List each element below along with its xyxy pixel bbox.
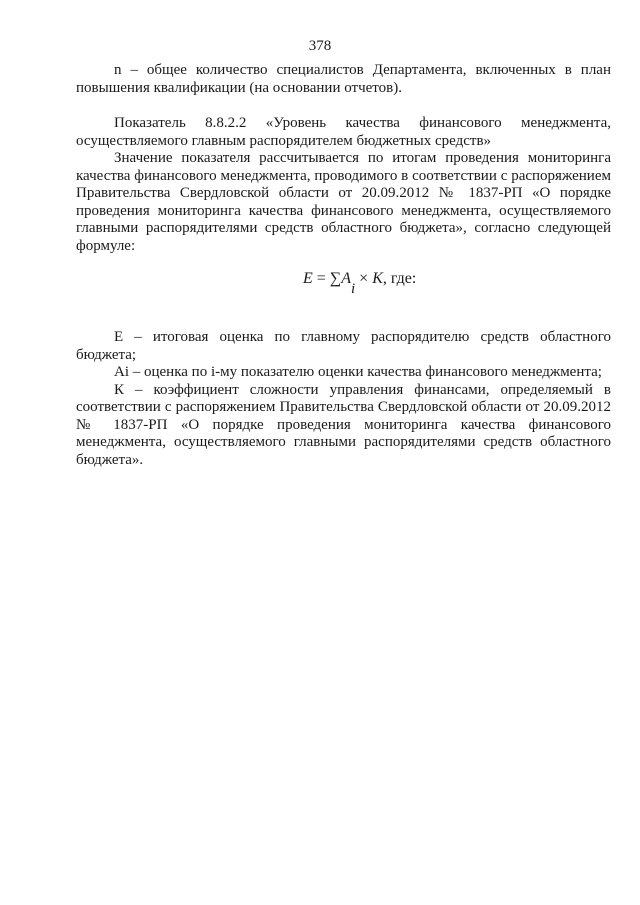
formula-lhs: E — [303, 270, 313, 287]
paragraph-spacer — [76, 97, 611, 115]
paragraph-indicator-title: Показатель 8.8.2.2 «Уровень качества финансового менеджмента, осуществляемого главным распорядителем бюджетных средств» — [76, 115, 611, 149]
formula-tail: , где: — [382, 270, 417, 287]
formula-times: × — [355, 270, 373, 287]
paragraph-indicator-text: Значение показателя рассчитывается по итогам проведения мониторинга качества финансового менеджмента, проводимого в соответствии с распоряжением Правительства Свердловской области от 20.09.2012 № 1837-РП «О порядке проведения мониторинга качества финансового менеджмента, осуществляемого главными распорядителями средств областного бюджета», согласно следующей формуле: — [76, 150, 611, 254]
formula-k: K — [372, 270, 383, 287]
paragraph-n-definition: n – общее количество специалистов Департамента, включенных в план повышения квалификации (на основании отчетов). — [76, 62, 611, 96]
formula-equals: = — [312, 270, 330, 287]
paragraph-k-definition: К – коэффициент сложности управления финансами, определяемый в соответствии с распоряжением Правительства Свердловской области от 20.09.2012 № 1837-РП «О порядке проведения мониторинга качества финансового менеджмента, осуществляемого главными распорядителями средств областного бюджета». — [76, 381, 611, 468]
page-number: 378 — [308, 38, 332, 54]
formula-subscript-i: i — [351, 281, 356, 297]
paragraph-ai-definition: Ai – оценка по i-му показателю оценки качества финансового менеджмента; — [114, 364, 602, 380]
formula-sum-sign: ∑ — [329, 270, 342, 287]
formula-block — [76, 269, 611, 319]
formula — [303, 269, 417, 297]
paragraph-e-definition: Е – итоговая оценка по главному распорядителю средств областного бюджета; — [76, 329, 611, 363]
formula-a: A — [341, 270, 351, 287]
page-body — [76, 62, 611, 469]
